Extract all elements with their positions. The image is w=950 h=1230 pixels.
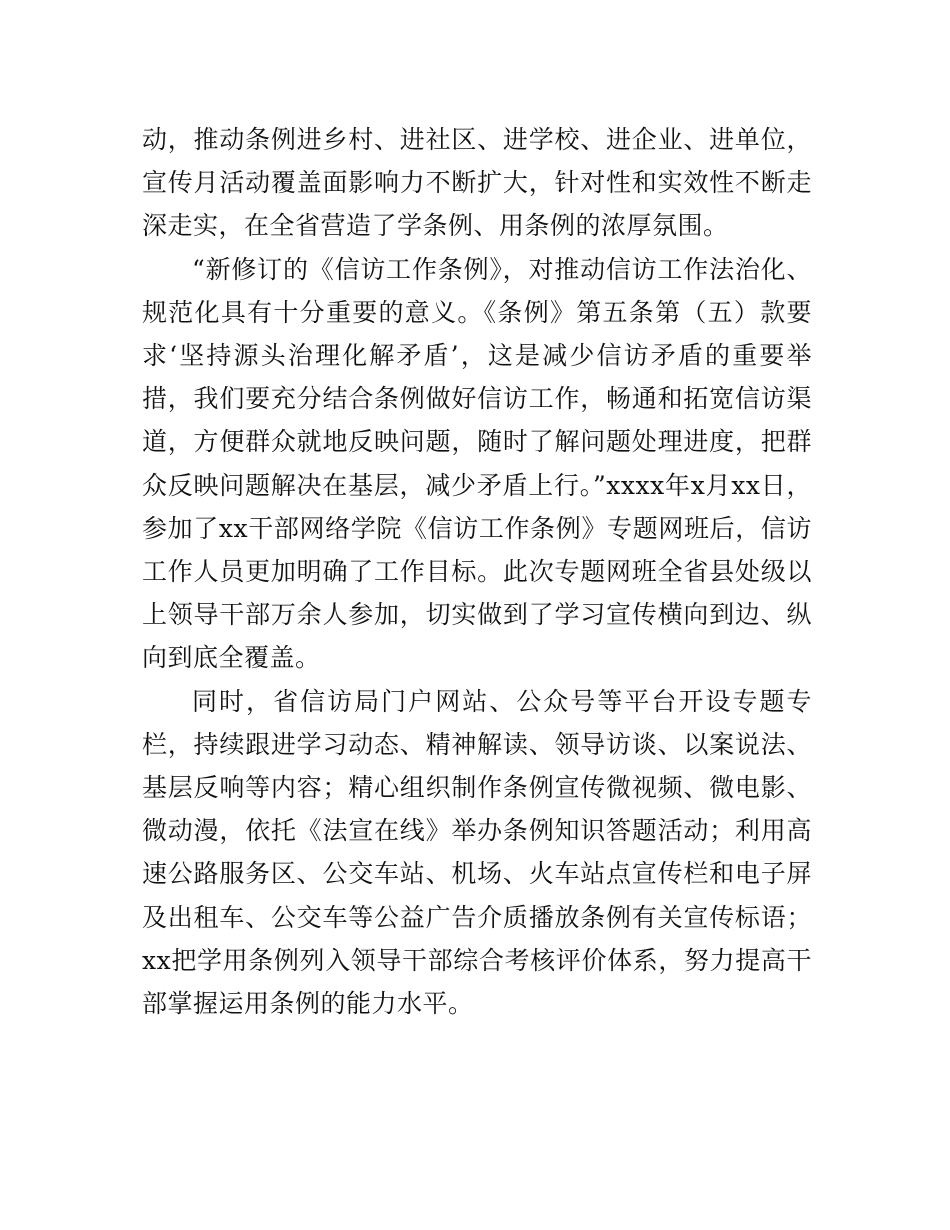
paragraph-3: 同时，省信访局门户网站、公众号等平台开设专题专栏，持续跟进学习动态、精神解读、领导访谈、以案说法、基层反响等内容；精心组织制作条例宣传微视频、微电影、微动漫，依托《法宣在线》举办条例知识答题活动；利用高速公路服务区、公交车站、机场、火车站点宣传栏和电子屏及出租车、公交车等公益广告介质播放条例有关宣传标语；xx把学用条例列入领导干部综合考核评价体系，努力提高干部掌握运用条例的能力水平。	[142, 686, 812, 1019]
paragraph-1: 动，推动条例进乡村、进社区、进学校、进企业、进单位，宣传月活动覆盖面影响力不断扩大，针对性和实效性不断走深走实，在全省营造了学条例、用条例的浓厚氛围。	[142, 125, 812, 241]
paragraph-2: “新修订的《信访工作条例》，对推动信访工作法治化、规范化具有十分重要的意义。《条例》第五条第（五）款要求‘坚持源头治理化解矛盾’，这是减少信访矛盾的重要举措，我们要充分结合条例做好信访工作，畅通和拓宽信访渠道，方便群众就地反映问题，随时了解问题处理进度，把群众反映问题解决在基层，减少矛盾上行。”xxxx年x月xx日，参加了xx干部网络学院《信访工作条例》专题网班后，信访工作人员更加明确了工作目标。此次专题网班全省县处级以上领导干部万余人参加，切实做到了学习宣传横向到边、纵向到底全覆盖。	[142, 254, 812, 673]
document-body	[142, 118, 812, 1025]
